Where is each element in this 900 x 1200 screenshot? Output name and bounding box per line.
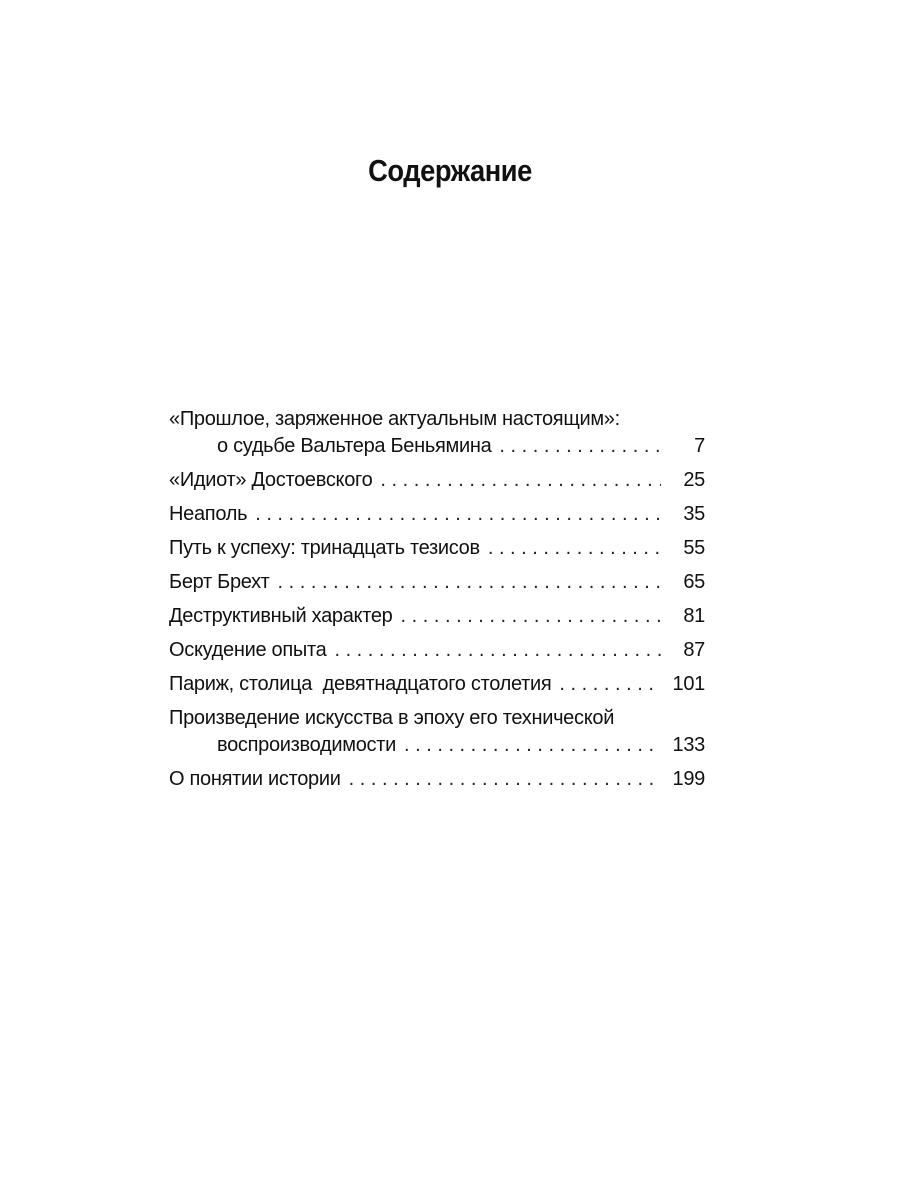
toc-entry[interactable] (169, 766, 705, 793)
dot-leader (334, 637, 661, 664)
toc-entry-title: «Идиот» Достоевского (169, 469, 373, 491)
toc-page-number: 25 (683, 469, 705, 491)
toc-page-number: 65 (683, 571, 705, 593)
dot-leader (278, 569, 661, 596)
table-of-contents (169, 406, 705, 800)
toc-entry[interactable] (169, 406, 705, 460)
toc-entry-title: Неаполь (169, 503, 248, 525)
toc-entry-title: Произведение искусства в эпоху его технической (169, 707, 615, 729)
toc-entry[interactable] (169, 501, 705, 528)
toc-entry-title-continuation: о судьбе Вальтера Беньямина (217, 435, 492, 457)
toc-page-number: 35 (683, 503, 705, 525)
dot-leader (499, 433, 661, 460)
dot-leader (349, 766, 661, 793)
toc-entry-title: Париж, столица девятнадцатого столетия (169, 673, 552, 695)
toc-page-number: 81 (683, 605, 705, 627)
toc-entry-title: «Прошлое, заряженное актуальным настоящим»: (169, 408, 620, 430)
toc-entry-title-continuation: воспроизводимости (217, 734, 396, 756)
toc-entry-title: Берт Брехт (169, 571, 270, 593)
dot-leader (255, 501, 661, 528)
dot-leader (404, 732, 661, 759)
toc-entry[interactable] (169, 535, 705, 562)
toc-entry-title: Деструктивный характер (169, 605, 393, 627)
toc-page-number: 133 (672, 734, 705, 756)
page-title: Содержание (368, 152, 532, 188)
dot-leader (401, 603, 661, 630)
toc-entry[interactable] (169, 569, 705, 596)
toc-entry-title: Путь к успеху: тринадцать тезисов (169, 537, 480, 559)
dot-leader (380, 467, 661, 494)
toc-entry[interactable] (169, 603, 705, 630)
toc-entry[interactable] (169, 705, 705, 759)
toc-page-number: 87 (683, 639, 705, 661)
toc-entry-title: О понятии истории (169, 768, 341, 790)
dot-leader (488, 535, 661, 562)
toc-page-number: 101 (672, 673, 705, 695)
dot-leader (559, 671, 661, 698)
toc-entry[interactable] (169, 637, 705, 664)
toc-page-number: 55 (683, 537, 705, 559)
toc-page-number: 199 (672, 768, 705, 790)
toc-page-number: 7 (694, 435, 705, 457)
toc-entry[interactable] (169, 467, 705, 494)
toc-entry[interactable] (169, 671, 705, 698)
toc-entry-title: Оскудение опыта (169, 639, 327, 661)
